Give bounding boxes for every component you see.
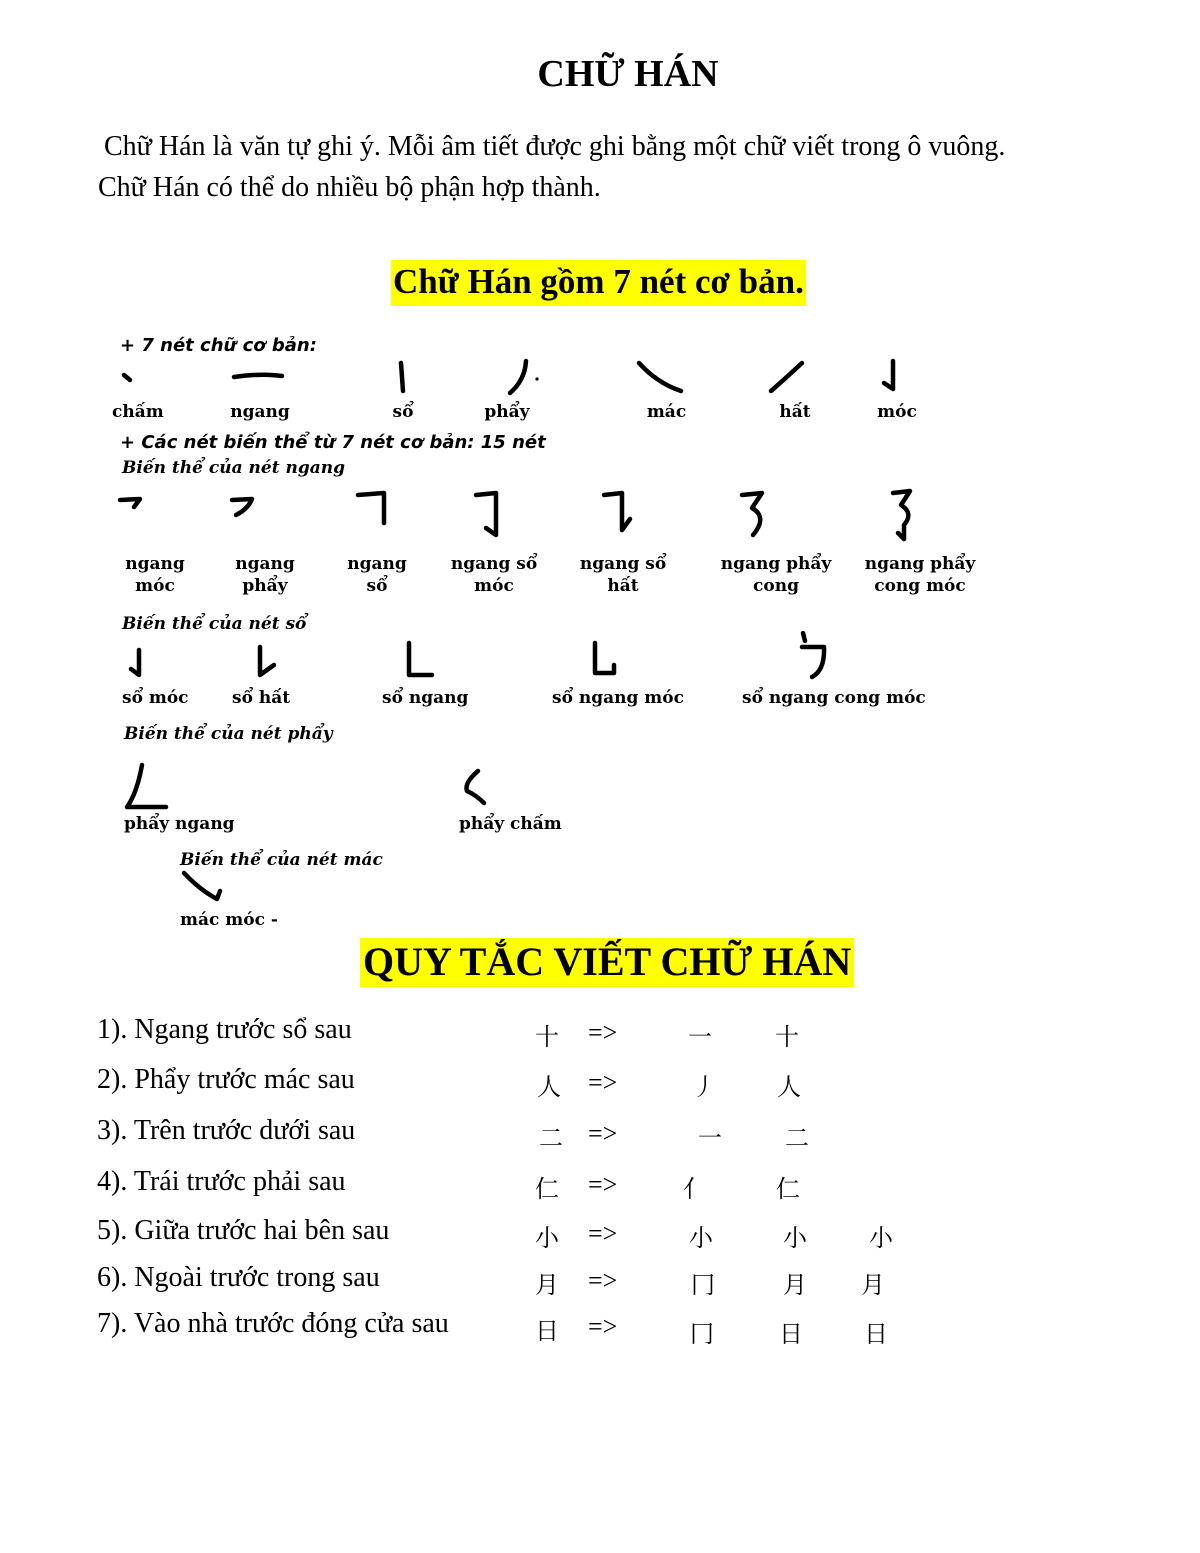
basic-strokes-heading: Chữ Hán gồm 7 nét cơ bản. — [391, 260, 806, 306]
variant-label-ngang-so-hat: ngang sổ hất — [579, 554, 667, 596]
ngang-so-hat-stroke-icon — [604, 493, 630, 530]
moc-stroke-icon — [884, 361, 893, 389]
stroke-label-moc: móc — [877, 402, 917, 422]
so-stroke-icon — [401, 363, 403, 391]
stroke-figure — [112, 325, 1002, 940]
rule-step: 亻 — [683, 1175, 707, 1203]
phay-variants-heading: Biến thể của nét phẩy — [124, 724, 333, 744]
stroke-label-so: sổ — [392, 402, 414, 422]
phay-ngang-stroke-icon — [127, 765, 166, 807]
rule-char: 小 — [535, 1224, 559, 1252]
rule-step: 一 — [688, 1023, 712, 1051]
rule-step: 冂 — [690, 1320, 714, 1348]
rule-text: 2). Phẩy trước mác sau — [97, 1064, 355, 1095]
rule-text: 6). Ngoài trước trong sau — [97, 1262, 380, 1293]
ngang-moc-stroke-icon — [120, 499, 140, 507]
rule-step: 日 — [779, 1320, 803, 1348]
intro-line-1: Chữ Hán là văn tự ghi ý. Mỗi âm tiết được ghi bằng một chữ viết trong ô vuông. — [104, 131, 1006, 162]
rule-arrow: => — [588, 1018, 618, 1047]
variant-label-so-ngang-cong-moc: sổ ngang cong móc — [742, 688, 926, 708]
cham-stroke-icon — [124, 375, 130, 380]
rule-char: 二 — [539, 1124, 563, 1152]
rule-text: 4). Trái trước phải sau — [97, 1166, 346, 1197]
ngang-so-stroke-icon — [358, 493, 384, 523]
stroke-label-phay: phẩy — [484, 402, 530, 422]
ngang-stroke-icon — [234, 375, 282, 377]
rule-step: 十 — [775, 1023, 799, 1051]
phay-cham-stroke-icon — [466, 771, 484, 803]
ngang-phay-cong-stroke-icon — [742, 493, 762, 535]
intro-line-2: Chữ Hán có thể do nhiều bộ phận hợp thành. — [98, 172, 601, 203]
rule-arrow: => — [588, 1219, 618, 1248]
rule-arrow: => — [588, 1266, 618, 1295]
mac-variants-heading: Biến thể của nét mác — [180, 850, 383, 870]
variant-label-ngang-phay-cong-moc: ngang phẩy cong móc — [864, 554, 976, 596]
rule-step: 月 — [861, 1271, 885, 1299]
rule-text: 3). Trên trước dưới sau — [97, 1115, 356, 1146]
so-variants-heading: Biến thể của nét sổ — [122, 614, 307, 634]
rule-step: 小 — [689, 1224, 713, 1252]
variant-strokes-label: + Các nét biến thể từ 7 nét cơ bản: 15 nét — [120, 432, 546, 453]
rule-char: 日 — [535, 1317, 559, 1345]
ngang-phay-stroke-icon — [232, 499, 252, 515]
so-ngang-stroke-icon — [409, 643, 432, 675]
ngang-variants-heading: Biến thể của nét ngang — [122, 458, 345, 478]
stroke-label-ngang: ngang — [230, 402, 290, 422]
writing-rules-heading: QUY TẮC VIẾT CHỮ HÁN — [360, 938, 854, 987]
rule-arrow: => — [588, 1170, 618, 1199]
variant-label-so-ngang: sổ ngang — [382, 688, 469, 708]
so-hat-stroke-icon — [260, 647, 274, 675]
so-ngang-cong-moc-stroke-icon — [802, 633, 824, 677]
so-ngang-moc-stroke-icon — [595, 643, 614, 673]
rule-step: 小 — [783, 1224, 807, 1252]
variant-label-ngang-so: ngang sổ — [347, 554, 407, 596]
rule-char: 仁 — [535, 1175, 559, 1203]
rule-text: 5). Giữa trước hai bên sau — [97, 1215, 390, 1246]
page-title: CHỮ HÁN — [537, 53, 719, 95]
rule-step: 二 — [785, 1124, 809, 1152]
rule-step: 月 — [783, 1271, 807, 1299]
variant-label-phay-ngang: phẩy ngang — [124, 814, 235, 834]
variant-label-so-hat: sổ hất — [232, 688, 291, 708]
rule-char: 人 — [537, 1073, 561, 1101]
variant-label-ngang-moc: ngang móc — [125, 554, 185, 596]
rule-arrow: => — [588, 1312, 618, 1341]
variant-label-ngang-so-moc: ngang sổ móc — [450, 554, 538, 596]
mac-stroke-icon — [639, 363, 681, 391]
rule-arrow: => — [588, 1119, 618, 1148]
rule-text: 1). Ngang trước sổ sau — [97, 1014, 352, 1045]
variant-label-ngang-phay: ngang phẩy — [235, 554, 295, 596]
rule-char: 月 — [535, 1271, 559, 1299]
ngang-so-moc-stroke-icon — [476, 493, 496, 535]
phay-stroke-icon — [510, 361, 539, 393]
hat-stroke-icon — [771, 363, 802, 391]
mac-moc-stroke-icon — [184, 873, 220, 899]
rule-step: 小 — [869, 1224, 893, 1252]
basic-strokes-label: + 7 nét chữ cơ bản: — [120, 335, 317, 356]
variant-label-mac-moc: mác móc - — [180, 910, 278, 930]
rule-step: 一 — [698, 1124, 722, 1152]
rule-step: 人 — [777, 1073, 801, 1101]
rule-step: 丿 — [692, 1073, 716, 1101]
stroke-label-cham: chấm — [112, 402, 164, 422]
rule-arrow: => — [588, 1068, 618, 1097]
intro-paragraph — [98, 126, 1158, 208]
rule-char: 十 — [535, 1023, 559, 1051]
variant-label-ngang-phay-cong: ngang phẩy cong — [720, 554, 832, 596]
rule-step: 日 — [864, 1320, 888, 1348]
variant-label-so-moc: sổ móc — [122, 688, 189, 708]
rule-text: 7). Vào nhà trước đóng cửa sau — [97, 1308, 449, 1339]
rule-step: 仁 — [776, 1175, 800, 1203]
stroke-label-mac: mác — [646, 402, 687, 422]
ngang-phay-cong-moc-stroke-icon — [893, 491, 910, 539]
variant-label-so-ngang-moc: sổ ngang móc — [552, 688, 684, 708]
variant-label-phay-cham: phẩy chấm — [459, 814, 562, 834]
rule-step: 冂 — [691, 1271, 715, 1299]
so-moc-stroke-icon — [131, 650, 139, 675]
stroke-label-hat: hất — [779, 402, 811, 422]
